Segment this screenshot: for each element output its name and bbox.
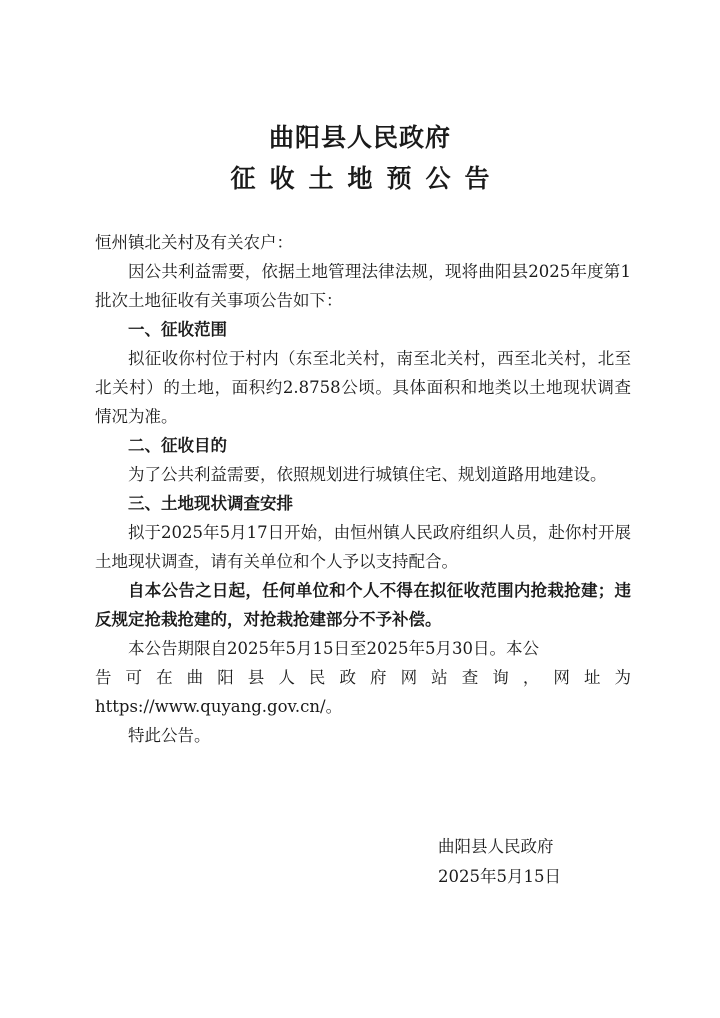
signature-org: 曲阳县人民政府 <box>438 837 554 856</box>
section1-heading: 一、征收范围 <box>128 320 227 339</box>
period-paragraph <box>95 634 631 721</box>
signature-block <box>438 832 561 892</box>
intro-paragraph: 因公共利益需要，依据土地管理法律法规，现将曲阳县2025年度第1批次土地征收有关事项公告如下： <box>95 262 631 310</box>
closing-remark: 特此公告。 <box>128 726 211 745</box>
title-issuer: 曲阳县人民政府 <box>268 123 451 152</box>
period-line2: 告可在曲阳县人民政府网站查询，网址为 <box>95 668 631 687</box>
signature-date: 2025年5月15日 <box>438 867 561 886</box>
section3-text: 拟于2025年5月17日开始，由恒州镇人民政府组织人员，赴你村开展土地现状调查，请有关单位和个人予以支持配合。 <box>95 523 631 571</box>
website-url: https://www.quyang.gov.cn/。 <box>95 697 343 716</box>
document-title <box>0 120 720 197</box>
addressee: 恒州镇北关村及有关农户： <box>95 233 293 252</box>
document-body <box>95 228 631 750</box>
section1-text: 拟征收你村位于村内（东至北关村，南至北关村，西至北关村，北至北关村）的土地，面积约2.8758公顷。具体面积和地类以土地现状调查情况为准。 <box>95 349 631 426</box>
title-subject: 征收土地预公告 <box>230 164 504 193</box>
section2-heading: 二、征收目的 <box>128 436 227 455</box>
warning-paragraph: 自本公告之日起，任何单位和个人不得在拟征收范围内抢栽抢建；违反规定抢栽抢建的，对抢栽抢建部分不予补偿。 <box>95 581 631 629</box>
section2-text: 为了公共利益需要，依照规划进行城镇住宅、规划道路用地建设。 <box>128 465 607 484</box>
period-line1: 本公告期限自2025年5月15日至2025年5月30日。本公 <box>128 639 539 658</box>
section3-heading: 三、土地现状调查安排 <box>128 494 293 513</box>
